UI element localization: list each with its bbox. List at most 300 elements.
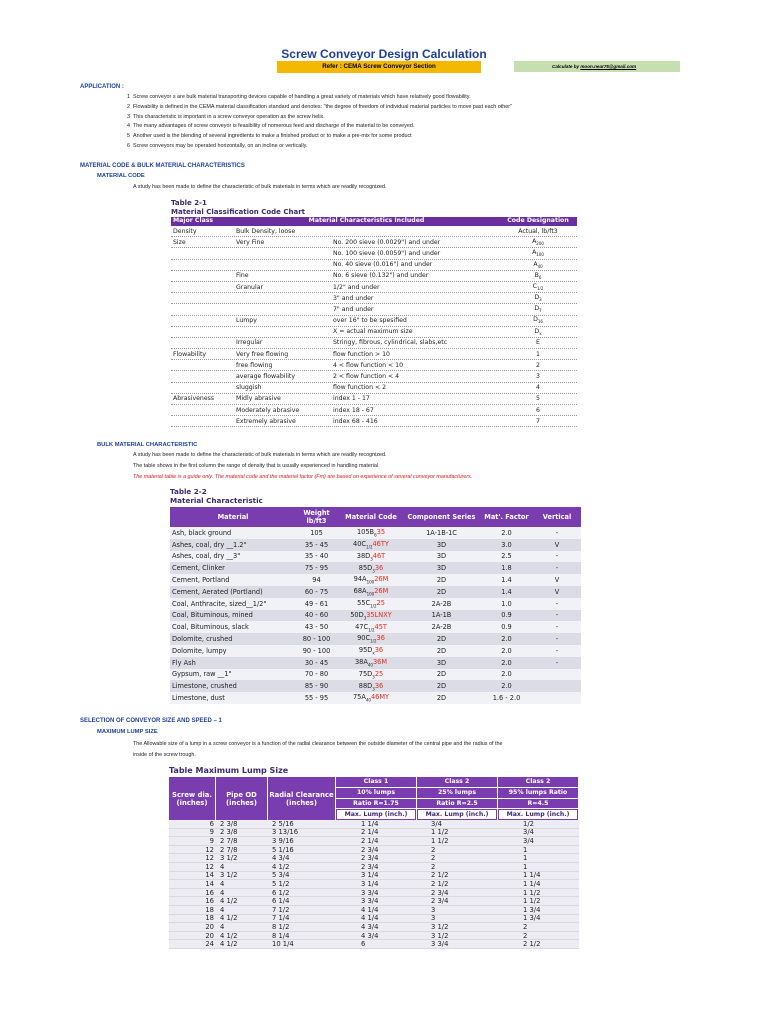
pipe-od-cell: 4 1/2 (220, 897, 238, 906)
item-number: 1 (127, 94, 130, 100)
vertical-cell: - (555, 623, 559, 632)
table-row (169, 863, 579, 872)
material-factor-cell: 1.4 (501, 576, 512, 585)
material-cell: Cement, Clinker (172, 564, 225, 573)
weight-cell: 90 - 100 (302, 646, 331, 655)
component-series-cell: 2D (436, 587, 447, 596)
code-designation-cell (499, 249, 577, 257)
header-material: Material (217, 513, 249, 521)
class-3-max-lump: Max. Lump (inch.) (498, 809, 578, 820)
table-2-2-header (170, 507, 581, 527)
code-base: 40C (353, 540, 367, 549)
characteristic-cell: 2 < flow function < 4 (333, 373, 400, 381)
table-row (169, 889, 579, 898)
pipe-od-cell: 4 1/2 (220, 940, 238, 949)
vertical-cell: V (554, 587, 560, 596)
table-row (169, 897, 579, 906)
table-2-2-body (170, 527, 581, 704)
code-designation-cell: 1 (536, 350, 540, 358)
weight-cell: 105 (310, 528, 323, 537)
material-cell: Gypsum, raw __1" (172, 670, 232, 679)
class-2-cell: 3 (431, 914, 436, 923)
table-row (170, 669, 581, 681)
material-factor-cell: 2.0 (501, 635, 512, 644)
application-heading: APPLICATION : (80, 84, 124, 90)
radial-clearance-cell: 5 3/4 (272, 871, 290, 880)
application-item (127, 133, 512, 143)
class-3-cell: 1 1/4 (523, 871, 541, 880)
class-2-cell: 3 1/2 (431, 922, 449, 931)
code-subscript: 1/2 (370, 603, 377, 609)
item-number: 5 (127, 133, 130, 140)
vertical-cell: - (555, 599, 559, 608)
weight-cell: 70 - 80 (304, 670, 329, 679)
header-weight: Weight lb/ft3 (303, 509, 330, 525)
item-number: 3 (127, 113, 130, 120)
class-1-cell: 2 3/4 (361, 845, 379, 854)
screw-dia-cell: 12 (205, 854, 214, 863)
class-1-cell: 3 3/4 (361, 888, 379, 897)
table-row (171, 360, 577, 371)
application-item (127, 123, 512, 133)
header-material-factor: Mat'. Factor (484, 513, 529, 521)
class-1-cell: 3 1/4 (361, 879, 379, 888)
table-2-1 (171, 199, 577, 427)
table-row (169, 837, 579, 846)
table-row (170, 657, 581, 669)
table-row (170, 527, 581, 539)
class-3-title: Class 2 (498, 777, 578, 788)
code-subscript: 1/2 (368, 626, 375, 632)
table-row (171, 248, 577, 259)
class-2-cell: 3 3/4 (431, 940, 449, 949)
table-row (170, 562, 581, 574)
table-row (170, 551, 581, 563)
calculate-by-box (514, 61, 680, 72)
weight-cell: 75 - 95 (304, 564, 329, 573)
material-factor-cell: 2.5 (501, 552, 512, 561)
code-designation-cell: 7 (536, 417, 540, 425)
code-designation-cell: 3 (536, 373, 540, 381)
table-row (171, 237, 577, 248)
material-code-cell (339, 552, 403, 561)
code-base: 55C (357, 599, 371, 608)
application-item (127, 143, 512, 153)
material-cell: Dolomite, lumpy (172, 646, 227, 655)
table-2-1-header (171, 217, 577, 226)
code-designation-cell (499, 238, 577, 246)
screw-dia-cell: 9 (209, 828, 214, 837)
radial-clearance-cell: 4 3/4 (272, 854, 290, 863)
item-number: 6 (127, 142, 130, 149)
table-row (170, 633, 581, 645)
screw-dia-cell: 20 (205, 922, 214, 931)
weight-cell: 94 (312, 576, 321, 585)
class-3-cell: 1 (523, 845, 528, 854)
weight-cell: 43 - 50 (304, 623, 329, 632)
bulk-paragraph-2: The table shows in the first column the range of density that is usually experienced in handling material (133, 463, 379, 469)
material-code-cell (339, 682, 403, 691)
table-row (170, 574, 581, 586)
major-class-cell: Density (173, 227, 197, 235)
vertical-cell: - (555, 646, 559, 655)
code-base: 50D (350, 610, 364, 619)
bulk-paragraph-1: A study has been made to define the characteristic of bulk materials in terms which are readily recognized. (133, 452, 387, 458)
table-row (169, 932, 579, 941)
header-material-code: Material Code (345, 513, 397, 521)
header-component-series: Component Series (407, 513, 476, 521)
code-designation-cell (499, 272, 577, 280)
class-cell: Midly abrasive (236, 395, 281, 403)
class-cell: Extremely abrasive (236, 417, 296, 425)
code-base: 75D (358, 669, 373, 678)
table-row (169, 906, 579, 915)
class-3-cell: 1 3/4 (523, 914, 541, 923)
refer-banner: Refer : CEMA Screw Conveyor Section (277, 61, 481, 73)
table-2-2-title: Material Characteristic (170, 496, 263, 505)
material-factor-cell: 2.0 (501, 682, 512, 691)
class-1-cell: 3 3/4 (361, 897, 379, 906)
code-suffix: 36 (374, 646, 384, 655)
material-code-cell (339, 693, 403, 702)
max-lump-paragraph-1: The Allowable size of a lump in a screw conveyor is a function of the radial clearance between the outside diameter of the central pipe and the radius of the (133, 741, 503, 747)
code-subscript: 100 (366, 591, 375, 597)
component-series-cell: 3D (436, 540, 447, 549)
class-3-ratio: R=4.5 (498, 799, 578, 810)
table-row (171, 405, 577, 416)
max-lump-subheading: MAXIMUM LUMP SIZE (97, 729, 158, 735)
table-row (169, 940, 579, 949)
table-2-2-number: Table 2-2 (170, 487, 207, 496)
class-1-max-lump: Max. Lump (inch.) (336, 809, 416, 820)
material-code-cell (339, 658, 403, 667)
radial-clearance-cell: 8 1/2 (272, 922, 290, 931)
class-1-cell: 2 3/4 (361, 854, 379, 863)
weight-cell: 40 - 60 (304, 611, 329, 620)
vertical-cell: - (555, 564, 559, 573)
radial-clearance-cell: 5 1/2 (272, 879, 290, 888)
code-letter: C (532, 282, 537, 290)
material-section-heading: MATERIAL CODE & BULK MATERIAL CHARACTERISTICS (80, 163, 245, 169)
pipe-od-cell: 4 (220, 879, 225, 888)
header-major-class: Major Class (173, 217, 214, 224)
pipe-od-cell: 4 1/2 (220, 931, 238, 940)
weight-cell: 60 - 75 (304, 587, 329, 596)
component-series-cell: 1A-1B-1C (426, 528, 457, 537)
table-row (170, 539, 581, 551)
class-1-cell: 6 (361, 940, 366, 949)
code-subscript: 40 (367, 662, 373, 668)
class-cell: Very Fine (236, 238, 265, 246)
material-code-cell (339, 634, 403, 643)
item-number: 2 (127, 103, 130, 110)
table-row (170, 598, 581, 610)
code-designation-cell (499, 294, 577, 302)
vertical-cell: - (555, 658, 559, 667)
weight-cell: 30 - 45 (304, 658, 329, 667)
pipe-od-cell: 2 3/8 (220, 828, 238, 837)
table-row (169, 880, 579, 889)
class-3-cell: 1 1/2 (523, 888, 541, 897)
class-2-cell: 2 (431, 862, 436, 871)
class-2-cell: 1 1/2 (431, 828, 449, 837)
radial-clearance-cell: 7 1/2 (272, 905, 290, 914)
weight-cell: 80 - 100 (302, 635, 331, 644)
class-cell: sluggish (236, 384, 262, 392)
code-suffix: 26M (374, 575, 389, 584)
code-designation-cell: 2 (536, 361, 540, 369)
max-lump-table-caption: Table Maximum Lump Size (169, 766, 289, 775)
screw-dia-cell: 14 (205, 871, 214, 880)
code-subscript: 1/2 (370, 638, 377, 644)
author-email-link[interactable]: moon.near75@gmail.com (580, 64, 637, 69)
pipe-od-cell: 3 1/2 (220, 854, 238, 863)
code-base: 105B (356, 528, 375, 537)
screw-dia-cell: 16 (205, 888, 214, 897)
code-suffix: 46T (372, 551, 386, 560)
code-letter: A (533, 260, 538, 268)
table-row (169, 915, 579, 924)
code-subscript: 6 (538, 274, 542, 280)
code-suffix: 35 (376, 528, 386, 537)
code-suffix: 35LNXY (366, 610, 392, 619)
table-row (171, 349, 577, 360)
material-code-cell (339, 587, 403, 596)
component-series-cell: 2D (436, 682, 447, 691)
table-row (171, 260, 577, 271)
class-1-ratio: Ratio R=1.75 (336, 799, 416, 810)
pipe-od-cell: 2 3/8 (220, 819, 238, 828)
code-suffix: 46TY (372, 540, 389, 549)
code-suffix: 36 (376, 634, 385, 643)
class-3-cell: 1 1/2 (523, 897, 541, 906)
code-subscript: 3 (363, 615, 367, 621)
code-letter: B (534, 271, 539, 279)
code-designation-cell: E (536, 339, 540, 347)
table-row (171, 416, 577, 427)
code-letter: D (533, 316, 538, 324)
code-subscript: 200 (536, 241, 544, 247)
table-2-1-caption: Table 2-1 (171, 199, 207, 207)
class-1-cell: 4 3/4 (361, 922, 379, 931)
class-cell: Fine (236, 272, 249, 280)
class-3-cell: 2 (523, 922, 528, 931)
component-series-cell: 2A-2B (431, 599, 452, 608)
header-class-1 (336, 777, 417, 820)
item-text: This characteristic is important in a screw conveyor operation as the screw helix. (133, 113, 325, 120)
characteristic-cell: X = actual maximum size (333, 328, 413, 336)
vertical-cell: V (554, 576, 560, 585)
class-cell: Irregular (236, 339, 263, 347)
class-3-cell: 1 3/4 (523, 905, 541, 914)
screw-dia-cell: 16 (205, 897, 214, 906)
code-base: 38D (356, 551, 371, 560)
material-cell: Limestone, dust (172, 694, 225, 703)
code-designation-cell: 4 (536, 384, 540, 392)
code-base: 75A (352, 693, 366, 702)
pipe-od-cell: 2 7/8 (220, 845, 238, 854)
table-2-1-body (171, 226, 577, 427)
characteristic-cell: over 16" to be spesified (333, 317, 407, 325)
material-code-cell (339, 528, 403, 537)
screw-dia-cell: 24 (205, 940, 214, 949)
header-radial-clearance: Radial Clearance (inches) (268, 777, 336, 820)
pipe-od-cell: 2 7/8 (220, 836, 238, 845)
table-row (169, 829, 579, 838)
component-series-cell: 3D (436, 552, 447, 561)
header-vertical: Vertical (542, 513, 572, 521)
class-2-ratio: Ratio R=2.5 (417, 799, 497, 810)
vertical-cell: - (555, 635, 559, 644)
class-1-lumps: 10% lumps (336, 788, 416, 799)
class-cell: average flowability (236, 373, 296, 381)
class-cell: Bulk Density, loose (236, 227, 296, 235)
pipe-od-cell: 4 (220, 905, 225, 914)
characteristic-cell: 3" and under (333, 294, 374, 302)
material-cell: Dolomite, crushed (172, 635, 233, 644)
material-factor-cell: 2.0 (501, 658, 512, 667)
pipe-od-cell: 3 1/2 (220, 871, 238, 880)
class-2-cell: 3/4 (431, 819, 442, 828)
weight-cell: 35 - 45 (304, 540, 329, 549)
characteristic-cell: index 18 - 67 (333, 406, 374, 414)
component-series-cell: 3D (436, 658, 447, 667)
table-row (171, 371, 577, 382)
class-3-cell: 3/4 (523, 836, 534, 845)
pipe-od-cell: 4 (220, 862, 225, 871)
code-designation-cell (499, 283, 577, 291)
characteristic-cell: Stringy, fibrous, cylindrical, slabs,etc (333, 339, 448, 347)
material-cell: Limestone, crushed (172, 682, 237, 691)
radial-clearance-cell: 6 1/2 (272, 888, 290, 897)
selection-section-heading: SELECTION OF CONVEYOR SIZE AND SPEED – 1 (80, 718, 222, 724)
table-row (171, 394, 577, 405)
item-text: The many advantages of screw conveyor is feasibility of nomerous feed and discharge of the material to be conveyed. (133, 123, 415, 130)
screw-dia-cell: 20 (205, 931, 214, 940)
screw-dia-cell: 9 (209, 836, 214, 845)
characteristic-cell: flow function > 10 (333, 350, 390, 358)
code-suffix: 46MY (370, 693, 390, 702)
class-cell: Granular (236, 283, 264, 291)
code-designation-cell (499, 328, 577, 336)
class-2-cell: 1 1/2 (431, 836, 449, 845)
characteristic-cell: No. 200 sieve (0.0029") and under (333, 238, 441, 246)
characteristic-cell: flow function < 2 (333, 384, 387, 392)
class-1-cell: 2 3/4 (361, 862, 379, 871)
table-row (169, 820, 579, 829)
code-subscript: 3 (539, 297, 542, 303)
code-designation-cell (499, 316, 577, 324)
material-factor-cell: 2.0 (501, 670, 512, 679)
screw-dia-cell: 18 (205, 914, 214, 923)
characteristic-cell: 7" and under (333, 305, 374, 313)
item-text: Another used is the blending of several ingredients to make a finished product or to make a pre-mix for some product (133, 133, 412, 140)
class-2-cell: 2 1/2 (431, 879, 449, 888)
screw-dia-cell: 12 (205, 845, 214, 854)
component-series-cell: 2D (436, 576, 447, 585)
component-series-cell: 3D (436, 564, 447, 573)
table-row (171, 282, 577, 293)
table-row (169, 923, 579, 932)
class-3-lumps: 95% lumps Ratio (498, 788, 578, 799)
pipe-od-cell: 4 (220, 888, 225, 897)
radial-clearance-cell: 7 1/4 (272, 914, 290, 923)
class-3-cell: 3/4 (523, 828, 534, 837)
radial-clearance-cell: 4 1/2 (272, 862, 290, 871)
material-code-cell (339, 646, 403, 655)
radial-clearance-cell: 3 13/16 (272, 828, 299, 837)
material-code-cell (339, 670, 403, 679)
code-suffix: 36M (372, 658, 388, 666)
weight-cell: 35 - 40 (304, 552, 329, 561)
screw-dia-cell: 18 (205, 905, 214, 914)
header-screw-dia: Screw dia. (inches) (169, 777, 216, 820)
major-class-cell: Abrasiveness (173, 395, 215, 403)
bulk-material-subheading: BULK MATERIAL CHARACTERISTIC (97, 442, 198, 448)
code-designation-cell: Actual, lb/ft3 (518, 227, 558, 235)
code-subscript: 6 (374, 532, 377, 538)
class-3-cell: 2 (523, 931, 528, 940)
class-3-cell: 1 (523, 862, 528, 871)
code-subscript: 3 (372, 685, 375, 691)
class-3-cell: 1/2 (523, 819, 534, 828)
class-2-cell: 2 3/4 (431, 888, 449, 897)
material-cell: Ash, black ground (172, 528, 232, 537)
table-row (170, 692, 581, 704)
table-row (171, 293, 577, 304)
page-title: Screw Conveyor Design Calculation (281, 47, 487, 61)
table-row (171, 383, 577, 394)
table-row (171, 327, 577, 338)
code-subscript: 3 (372, 674, 375, 680)
component-series-cell: 2D (436, 670, 447, 679)
material-cell: Coal, Bituminous, slack (172, 623, 249, 632)
weight-cell: 55 - 95 (304, 694, 329, 703)
application-list (127, 94, 512, 153)
class-2-cell: 3 1/2 (431, 931, 449, 940)
code-subscript: 3 (372, 567, 375, 573)
code-designation-cell (499, 305, 577, 313)
table-row (169, 854, 579, 863)
code-letter: A (532, 249, 537, 257)
material-factor-cell: 0.9 (501, 611, 512, 620)
characteristic-cell: No. 6 sieve (0.132") and under (333, 272, 429, 280)
code-suffix: 25 (374, 669, 384, 678)
code-subscript: 16 (537, 319, 543, 325)
application-item (127, 94, 512, 104)
class-2-lumps: 25% lumps (417, 788, 497, 799)
radial-clearance-cell: 3 9/16 (272, 836, 294, 845)
table-row (171, 316, 577, 327)
header-class-3 (498, 777, 579, 820)
max-lump-table-header (169, 777, 579, 820)
component-series-cell: 2D (436, 646, 447, 655)
major-class-cell: Size (173, 238, 186, 246)
characteristic-cell: No. 40 sieve (0.016") and under (333, 261, 433, 269)
class-2-cell: 2 1/2 (431, 871, 449, 880)
code-base: 68A (353, 587, 367, 596)
material-code-cell (339, 564, 403, 573)
table-row (170, 680, 581, 692)
vertical-cell: V (554, 540, 560, 549)
class-3-cell: 1 1/4 (523, 879, 541, 888)
code-subscript: 40 (537, 263, 543, 269)
code-suffix: 25 (376, 599, 385, 608)
class-1-title: Class 1 (336, 777, 416, 788)
material-code-subheading: MATERIAL CODE (97, 173, 145, 179)
code-designation-cell (499, 261, 577, 269)
item-text: Flowability is defined in the CEMA material classification standard and denotes: "the degree of freedom of individual material particles to move past each other" (133, 103, 512, 110)
